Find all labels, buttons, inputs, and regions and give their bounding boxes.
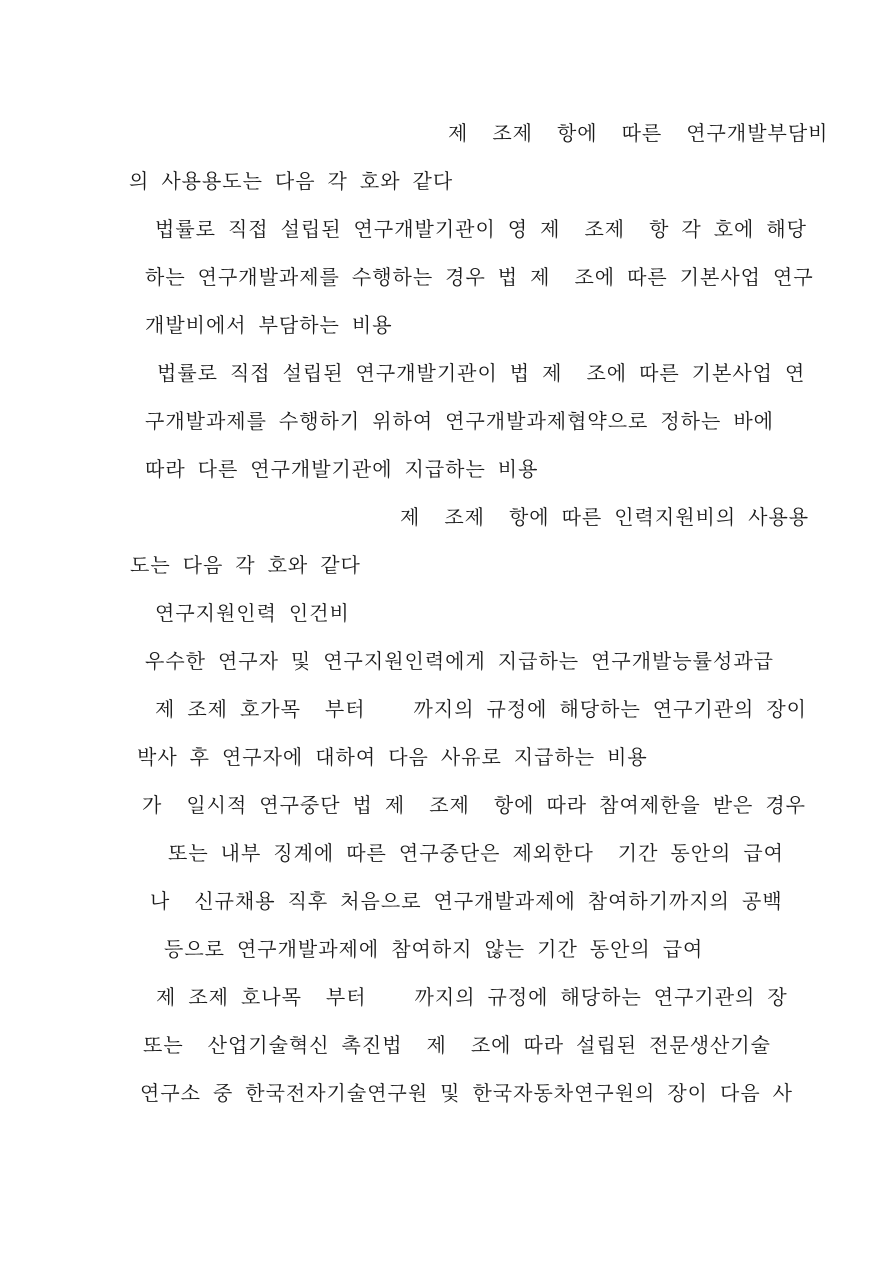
- document-line: 제 조제 항에 따른 연구개발부담비: [448, 123, 829, 145]
- document-line: 가 일시적 연구중단 법 제 조제 항에 따라 참여제한을 받은 경우: [142, 795, 806, 817]
- document-line: 연구지원인력 인건비: [155, 603, 350, 625]
- document-line: 법률로 직접 설립된 연구개발기관이 법 제 조에 따른 기본사업 연: [157, 363, 806, 385]
- document-line: 또는 내부 징계에 따른 연구중단은 제외한다 기간 동안의 급여: [168, 843, 784, 865]
- document-line: 제 조제 항에 따른 인력지원비의 사용용: [400, 507, 810, 529]
- document-line: 도는 다음 각 호와 같다: [130, 555, 361, 577]
- document-line: 개발비에서 부담하는 비용: [145, 315, 393, 337]
- document-line: 박사 후 연구자에 대하여 다음 사유로 지급하는 비용: [137, 747, 648, 769]
- document-line: 우수한 연구자 및 연구지원인력에게 지급하는 연구개발능률성과급: [145, 651, 774, 673]
- document-line: 의 사용용도는 다음 각 호와 같다: [129, 171, 454, 193]
- document-line: 제 조제 호가목 부터 까지의 규정에 해당하는 연구기관의 장이: [155, 699, 807, 721]
- document-line: 등으로 연구개발과제에 참여하지 않는 기간 동안의 급여: [164, 939, 704, 961]
- document-line: 하는 연구개발과제를 수행하는 경우 법 제 조에 따른 기본사업 연구: [145, 267, 814, 289]
- document-line: 제 조제 호나목 부터 까지의 규정에 해당하는 연구기관의 장: [156, 987, 788, 1009]
- document-line: 또는 산업기술혁신 촉진법 제 조에 따라 설립된 전문생산기술: [143, 1035, 771, 1057]
- document-line: 따라 다른 연구개발기관에 지급하는 비용: [145, 459, 539, 481]
- document-line: 구개발과제를 수행하기 위하여 연구개발과제협약으로 정하는 바에: [145, 411, 774, 433]
- document-line: 법률로 직접 설립된 연구개발기관이 영 제 조제 항 각 호에 해당: [155, 219, 807, 241]
- document-line: 연구소 중 한국전자기술연구원 및 한국자동차연구원의 장이 다음 사: [140, 1083, 793, 1105]
- document-line: 나 신규채용 직후 처음으로 연구개발과제에 참여하기까지의 공백: [150, 891, 783, 913]
